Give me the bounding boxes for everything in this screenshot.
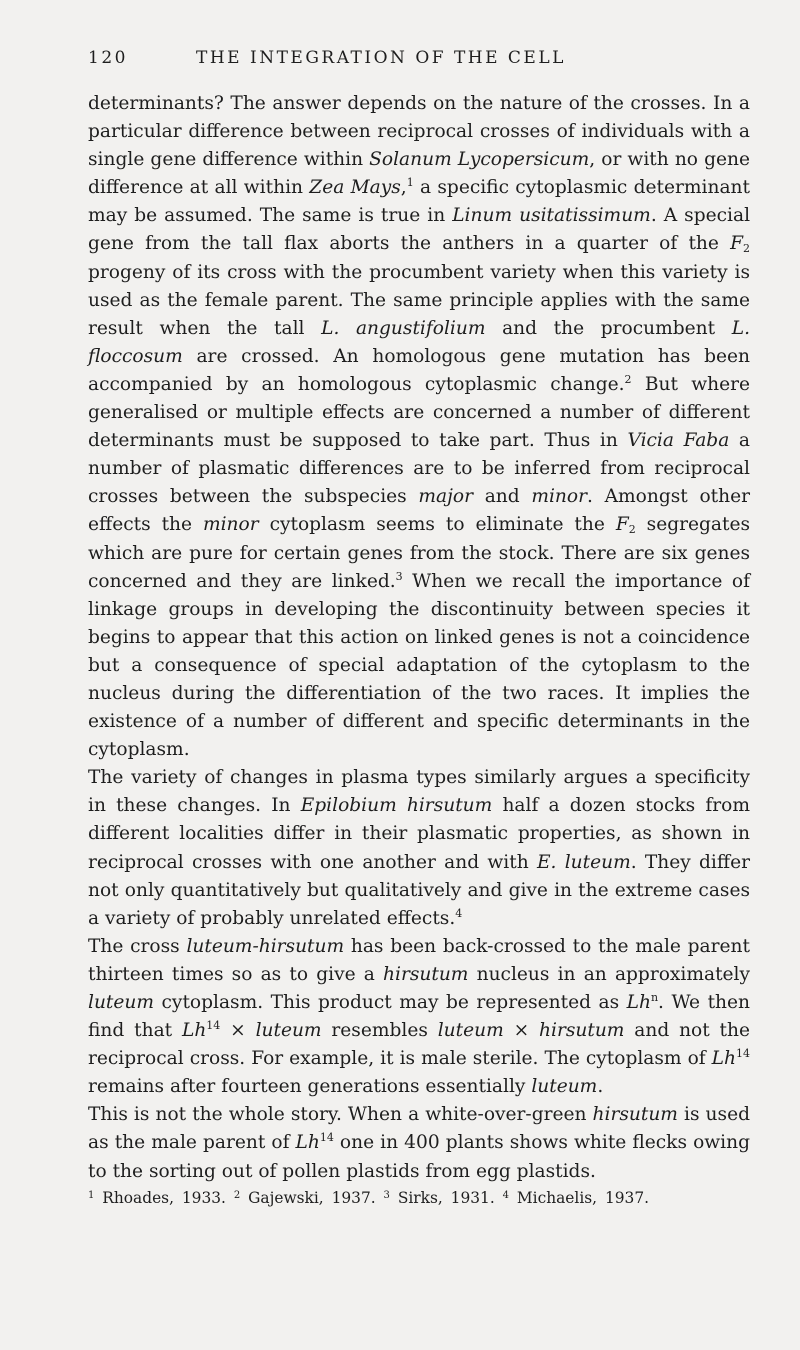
- footnote-mark: 2: [233, 1189, 241, 1201]
- text-run: . Amongst other effects the: [88, 486, 750, 536]
- text-run: resembles: [321, 1020, 438, 1042]
- footnote-mark: 4: [502, 1189, 510, 1201]
- superscript: 14: [206, 1019, 221, 1033]
- paragraph: [88, 1101, 750, 1185]
- footnote: [88, 1189, 226, 1207]
- book-page: [88, 48, 750, 1210]
- text-run: . They differ not only quantitatively but qualitatively and give in the extreme cases a variety of probably unrelated effects.: [88, 851, 750, 929]
- paragraph: [88, 933, 750, 1102]
- text-run: But where generalised or multiple effects are concerned a number of different determinants must be supposed to take part. Thus in: [88, 373, 750, 452]
- superscript: 2: [624, 372, 632, 386]
- text-run: , or with no gene difference at all within: [88, 149, 750, 199]
- italic-term: Vicia Faba: [627, 430, 730, 452]
- italic-term: E. luteum: [536, 851, 631, 873]
- italic-term: luteum: [88, 992, 155, 1013]
- italic-term: luteum: [255, 1020, 322, 1042]
- footnote-text: Gajewski, 1937.: [248, 1188, 376, 1207]
- text-run: and the procumbent: [485, 317, 732, 339]
- text-run: . A special gene from the tall flax aborts the anthers in a quarter of the: [88, 205, 751, 255]
- text-run: The cross: [88, 935, 187, 957]
- text-run: remains after fourteen generations essentially: [88, 1076, 532, 1098]
- text-run: .: [597, 1076, 604, 1098]
- italic-term: hirsutum: [539, 1020, 625, 1042]
- italic-term: luteum-hirsutum: [186, 935, 345, 957]
- italic-term: luteum: [531, 1076, 598, 1098]
- paragraph: [88, 764, 750, 933]
- footnote-text: Sirks, 1931.: [397, 1188, 495, 1207]
- page-number: 120: [88, 48, 128, 68]
- text-run: ,: [400, 177, 407, 199]
- italic-term: L. angustifolium: [321, 317, 486, 339]
- footnote-mark: 3: [383, 1189, 390, 1201]
- text-run: determinants? The answer depends on the nature of the crosses. In a particular difference between reciprocal crosses of individuals with a single gene difference within: [88, 93, 750, 171]
- text-run: The variety of changes in plasma types similarly argues a specificity in these changes. In: [88, 767, 750, 817]
- subscript: 2: [743, 242, 750, 256]
- superscript: n: [650, 991, 659, 1004]
- running-head: [88, 48, 750, 78]
- italic-term: minor: [202, 514, 259, 536]
- italic-term: F: [730, 233, 743, 255]
- italic-term: Linum usitatissimum: [452, 205, 651, 227]
- superscript: 1: [406, 176, 414, 190]
- text-run: are crossed. An homologous gene mutation has been accompanied by an homologous cytoplasmic change.: [88, 345, 750, 395]
- text-run: When we recall the importance of linkage groups in developing the discontinuity between species it begins to appear that this action on linked genes is not a coincidence but a consequence of special adaptation of the cytoplasm to the nucleus during the differentiation of the two races. It implies the existence of a number of different and specific determinants in the cytoplasm.: [88, 570, 751, 761]
- superscript: 3: [395, 569, 403, 583]
- footnotes: [88, 1186, 750, 1210]
- text-run: and: [473, 486, 532, 508]
- italic-term: Epilobium hirsutum: [300, 795, 493, 817]
- body-text: [88, 90, 750, 1186]
- footnote: [503, 1189, 649, 1207]
- text-run: a number of plasmatic differences are to be inferred from reciprocal crosses between the subspecies: [88, 430, 750, 508]
- italic-term: Lh: [295, 1132, 320, 1154]
- running-title: THE INTEGRATION OF THE CELL: [196, 48, 566, 68]
- text-run: ×: [220, 1020, 256, 1042]
- superscript: 4: [455, 906, 463, 920]
- italic-term: Lh: [711, 1048, 736, 1070]
- text-run: cytoplasm seems to eliminate the: [258, 514, 616, 536]
- italic-term: luteum: [437, 1020, 504, 1042]
- superscript: 14: [736, 1047, 750, 1061]
- superscript: 14: [319, 1131, 334, 1145]
- footnote-text: Michaelis, 1937.: [516, 1188, 650, 1207]
- italic-term: hirsutum: [383, 963, 469, 985]
- italic-term: Lh: [181, 1020, 207, 1042]
- italic-term: L. floccosum: [88, 317, 750, 367]
- text-run: nucleus in an approximately: [468, 963, 750, 985]
- text-run: This is not the whole story. When a white-over-green: [88, 1104, 593, 1126]
- paragraph: [88, 90, 750, 764]
- text-run: and not the reciprocal cross. For example, it is male sterile. The cytoplasm of: [88, 1020, 750, 1070]
- text-run: ×: [503, 1020, 540, 1042]
- italic-term: F: [615, 514, 629, 536]
- italic-term: minor: [531, 486, 587, 508]
- text-run: . We then find that: [88, 992, 750, 1042]
- subscript: 2: [628, 523, 636, 537]
- footnote: [384, 1189, 495, 1207]
- footnote-mark: 1: [88, 1189, 95, 1201]
- text-run: half a dozen stocks from different localities differ in their plasmatic properties, as shown in reciprocal crosses with one another and with: [88, 795, 750, 873]
- text-run: has been back-crossed to the male parent thirteen times so as to give a: [88, 935, 750, 985]
- text-run: segregates which are pure for certain genes from the stock. There are six genes concerned and they are linked.: [88, 514, 751, 592]
- text-run: is used as the male parent of: [88, 1104, 750, 1154]
- italic-term: Solanum Lycopersicum: [369, 149, 590, 171]
- text-run: one in 400 plants shows white flecks owing to the sorting out of pollen plastids from egg plastids.: [88, 1132, 751, 1182]
- text-run: a specific cytoplasmic determinant may be assumed. The same is true in: [88, 177, 750, 227]
- footnote: [234, 1189, 376, 1207]
- italic-term: Lh: [626, 992, 651, 1013]
- italic-term: hirsutum: [592, 1104, 678, 1126]
- italic-term: major: [418, 486, 473, 508]
- italic-term: Zea Mays: [309, 177, 401, 199]
- text-run: cytoplasm. This product may be represented as: [154, 992, 627, 1013]
- text-run: progeny of its cross with the procumbent variety when this variety is used as the female parent. The same principle applies with the same result when the tall: [88, 261, 750, 339]
- footnote-text: Rhoades, 1933.: [102, 1188, 226, 1207]
